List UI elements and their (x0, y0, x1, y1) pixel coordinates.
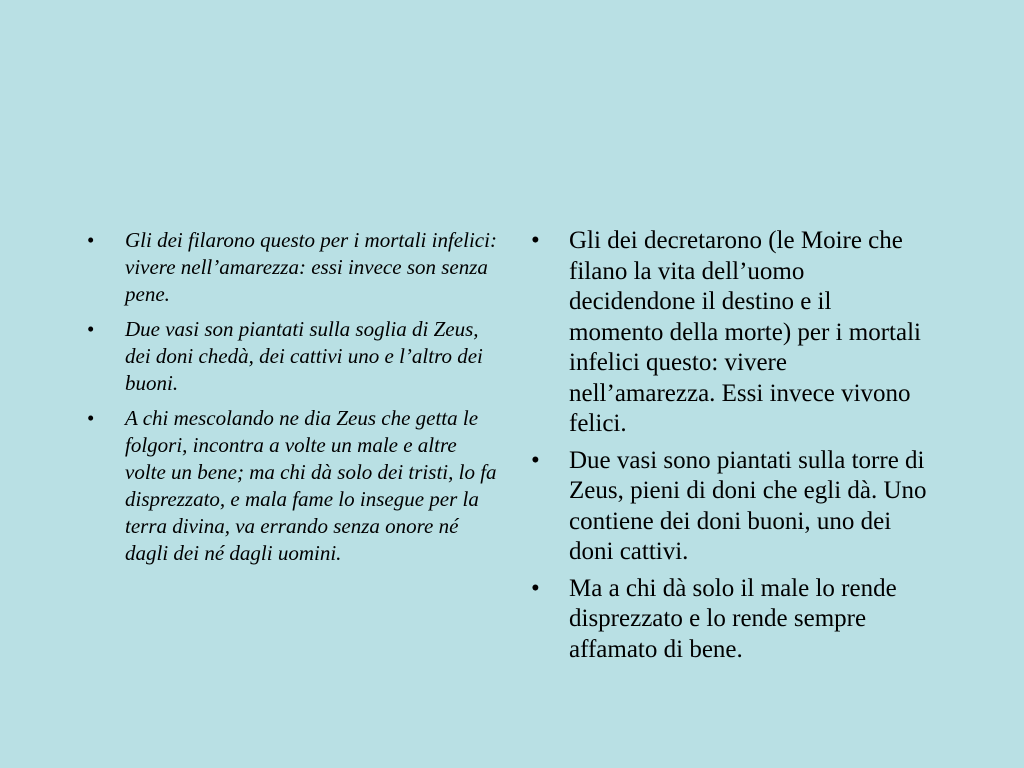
right-bullet-item (531, 446, 929, 568)
left-bullet-text: Due vasi son piantati sulla soglia di Zeus, dei doni chedà, dei cattivi uno e l’altro dei buoni. (125, 317, 483, 395)
bullet-icon: • (531, 446, 540, 474)
right-bullet-item (531, 574, 929, 666)
right-bullet-item (531, 226, 929, 440)
bullet-icon: • (531, 227, 540, 254)
left-bullet-text: Gli dei filarono questo per i mortali infelici: vivere nell’amarezza: essi invece son senza pene. (125, 228, 497, 306)
right-bullet-text: Due vasi sono piantati sulla torre di Zeus, pieni di doni che egli dà. Uno contiene dei doni buoni, uno dei doni cattivi. (569, 446, 927, 565)
bullet-icon: • (531, 574, 540, 602)
right-bullet-text: Gli dei decretarono (le Moire che filano la vita dell’uomo decidendone il destino e il momento della morte) per i mortali infelici questo: vivere nell’amarezza. Essi invece vivono felici. (569, 227, 921, 437)
bullet-icon: • (87, 406, 95, 430)
right-column-bullet-list (531, 226, 929, 671)
bullet-icon: • (87, 317, 95, 341)
left-bullet-text: A chi mescolando ne dia Zeus che getta le folgori, incontra a volte un male e altre volte un bene; ma chi dà solo dei tristi, lo fa disprezzato, e mala fame lo insegue per la terra divina, va errando senza onore né dagli dei né dagli uomini. (125, 406, 497, 565)
right-bullet-text: Ma a chi dà solo il male lo rende disprezzato e lo rende sempre affamato di bene. (569, 574, 897, 663)
left-column-bullet-list (87, 227, 500, 575)
left-bullet-item (87, 405, 500, 567)
left-bullet-item (87, 227, 500, 308)
left-bullet-item (87, 316, 500, 397)
bullet-icon: • (87, 228, 95, 252)
